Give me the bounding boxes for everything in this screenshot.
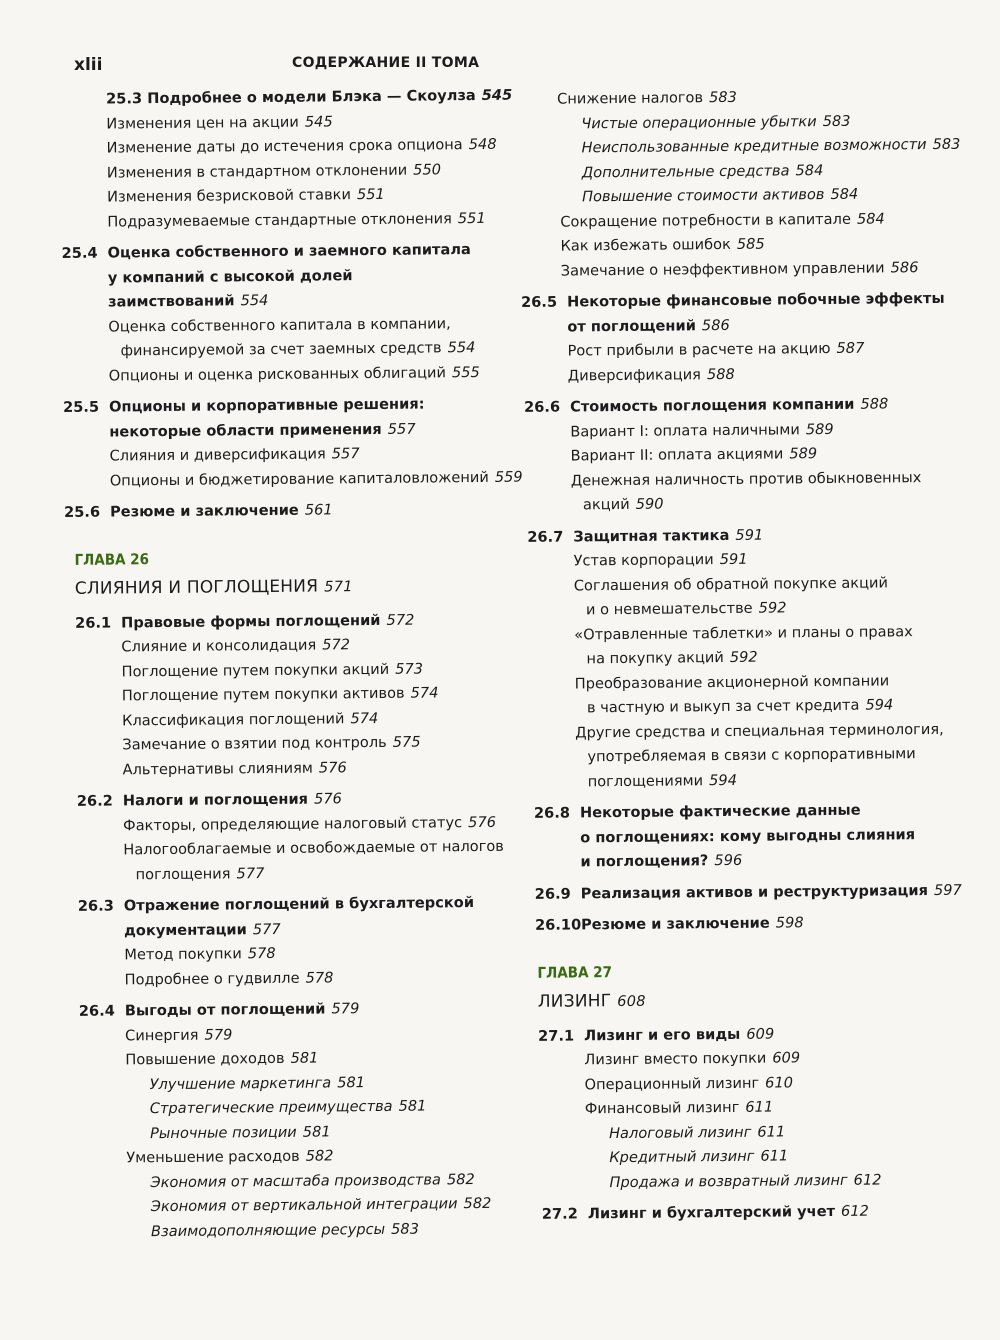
toc-section-25-3[interactable]: 25.3 Подробнее о модели Блэка — Скоулза 545 — [106, 86, 513, 108]
toc-entry[interactable]: Факторы, определяющие налоговый статус 576 — [123, 813, 497, 834]
toc-section-26-5-cont: от поглощений 586 — [567, 316, 730, 336]
toc-entry[interactable]: Опционы и бюджетирование капиталовложений 559 — [109, 468, 523, 490]
chapter-27-label: ГЛАВА 27 — [537, 962, 613, 982]
toc-entry[interactable]: Диверсификация 588 — [567, 365, 735, 385]
toc-entry[interactable]: Лизинг вместо покупки 609 — [584, 1049, 801, 1069]
toc-section-26-8-cont: о поглощениях: кому выгодны слияния — [580, 825, 916, 846]
toc-entry[interactable]: Подробнее о гудвилле 578 — [124, 968, 334, 988]
toc-subentry[interactable]: Повышение стоимости активов 584 — [581, 185, 859, 206]
toc-entry[interactable]: Классификация поглощений 574 — [121, 709, 379, 729]
toc-section-26-7[interactable]: 26.7 Защитная тактика 591 — [527, 526, 764, 546]
toc-entry[interactable]: Слияние и консолидация 572 — [121, 636, 351, 656]
toc-entry-cont: на покупку акций 592 — [586, 648, 758, 668]
toc-section-25-4-cont: заимствований 554 — [107, 292, 269, 311]
toc-entry[interactable]: Слияния и диверсификация 557 — [109, 445, 360, 465]
toc-entry-cont: в частную и выкуп за счет кредита 594 — [586, 696, 894, 717]
toc-subentry[interactable]: Чистые операционные убытки 583 — [581, 112, 851, 132]
toc-subentry[interactable]: Стратегические преимущества 581 — [149, 1097, 427, 1118]
toc-entry[interactable]: Повышение доходов 581 — [125, 1049, 319, 1069]
toc-entry[interactable]: Налогооблагаемые и освобождаемые от налогов — [123, 837, 504, 859]
toc-entry[interactable]: «Отравленные таблетки» и планы о правах — [574, 622, 913, 643]
toc-entry[interactable]: Метод покупки 578 — [124, 944, 276, 964]
toc-entry[interactable]: Изменение даты до истечения срока опциона 548 — [106, 135, 497, 157]
toc-entry[interactable]: Изменения безрисковой ставки 551 — [106, 185, 385, 206]
toc-entry[interactable]: Поглощение путем покупки активов 574 — [121, 684, 439, 705]
chapter-27-title[interactable]: ЛИЗИНГ 608 — [537, 990, 646, 1012]
toc-subentry[interactable]: Неиспользованные кредитные возможности 583 — [581, 135, 961, 157]
toc-left-column — [60, 84, 523, 1245]
toc-section-25-5-cont: некоторые области применения 557 — [109, 420, 416, 441]
page-number: xlii — [74, 55, 103, 75]
toc-entry[interactable]: Финансовый лизинг 611 — [584, 1098, 774, 1118]
toc-entry[interactable]: Другие средства и специальная терминология, — [575, 720, 944, 741]
toc-subentry[interactable]: Взаимодополняющие ресурсы 583 — [150, 1220, 420, 1240]
toc-subentry[interactable]: Улучшение маркетинга 581 — [149, 1073, 366, 1093]
toc-entry[interactable]: Уменьшение расходов 582 — [126, 1147, 334, 1167]
toc-subentry[interactable]: Дополнительные средства 584 — [581, 161, 824, 181]
toc-subentry[interactable]: Экономия от вертикальной интеграции 582 — [150, 1194, 492, 1216]
toc-section-26-1[interactable]: 26.1 Правовые формы поглощений 572 — [75, 611, 415, 632]
toc-entry-cont: акций 590 — [582, 495, 664, 514]
chapter-26-label: ГЛАВА 26 — [74, 549, 150, 569]
toc-entry[interactable]: Синергия 579 — [125, 1025, 233, 1044]
toc-section-26-9[interactable]: 26.9 Реализация активов и реструктуризация 597 — [534, 881, 962, 903]
toc-entry-cont: употребляемая в связи с корпоративными — [587, 745, 916, 766]
toc-entry-cont: поглощениями 594 — [587, 771, 738, 790]
toc-entry[interactable]: Соглашения об обратной покупке акций — [573, 573, 889, 594]
toc-section-26-3-cont: документации 577 — [124, 920, 281, 939]
toc-section-26-6[interactable]: 26.6 Стоимость поглощения компании 588 — [523, 395, 889, 416]
toc-section-25-4-cont: у компаний с высокой долей — [107, 266, 353, 287]
toc-entry[interactable]: Альтернативы слияниям 576 — [122, 758, 347, 778]
toc-entry[interactable]: Снижение налогов 583 — [557, 88, 737, 108]
toc-section-25-6[interactable]: 25.6 Резюме и заключение 561 — [63, 501, 333, 521]
toc-section-25-4[interactable]: 25.4 Оценка собственного и заемного капитала — [61, 241, 471, 262]
toc-entry[interactable]: Поглощение путем покупки акций 573 — [121, 660, 424, 680]
toc-section-26-4[interactable]: 26.4 Выгоды от поглощений 579 — [78, 1000, 360, 1020]
running-title: СОДЕРЖАНИЕ II ТОМА — [292, 55, 480, 71]
toc-section-27-1[interactable]: 27.1 Лизинг и его виды 609 — [538, 1025, 775, 1045]
toc-entry[interactable]: Изменения цен на акции 545 — [106, 112, 333, 133]
toc-entry[interactable]: Преобразование акционерной компании — [574, 671, 890, 692]
toc-entry[interactable]: Оценка собственного капитала в компании, — [108, 314, 451, 336]
toc-entry[interactable]: Рост прибыли в расчете на акцию 587 — [567, 339, 865, 360]
toc-entry[interactable]: Устав корпорации 591 — [573, 550, 748, 570]
toc-entry-cont: поглощения 577 — [135, 864, 265, 883]
toc-section-26-8-cont: и поглощения? 596 — [580, 851, 743, 871]
chapter-26-title[interactable]: СЛИЯНИЯ И ПОГЛОЩЕНИЯ 571 — [74, 576, 353, 599]
toc-section-26-2[interactable]: 26.2 Налоги и поглощения 576 — [76, 790, 342, 810]
toc-subentry[interactable]: Экономия от масштаба производства 582 — [150, 1170, 475, 1191]
toc-section-26-8[interactable]: 26.8 Некоторые фактические данные — [533, 801, 861, 822]
toc-entry[interactable]: Замечание о взятии под контроль 575 — [122, 733, 421, 754]
toc-section-26-5[interactable]: 26.5 Некоторые финансовые побочные эффекты — [520, 289, 945, 311]
toc-entry[interactable]: Вариант II: оплата акциями 589 — [570, 445, 818, 465]
toc-subentry[interactable]: Налоговый лизинг 611 — [608, 1122, 786, 1142]
toc-subentry[interactable]: Рыночные позиции 581 — [149, 1122, 331, 1142]
toc-entry[interactable]: Вариант I: оплата наличными 589 — [570, 420, 834, 440]
toc-entry[interactable]: Подразумеваемые стандартные отклонения 551 — [107, 209, 486, 231]
toc-right-column — [515, 84, 966, 1228]
toc-entry[interactable]: Сокращение потребности в капитале 584 — [560, 209, 885, 231]
toc-entry[interactable]: Денежная наличность против обыкновенных — [570, 468, 922, 489]
toc-entry-cont: и о невмешательстве 592 — [585, 599, 787, 619]
toc-entry[interactable]: Замечание о неэффективном управлении 586 — [560, 258, 919, 280]
toc-entry-cont: финансируемой за счет заемных средств 554 — [120, 339, 476, 360]
toc-section-25-5[interactable]: 25.5 Опционы и корпоративные решения: — [62, 395, 425, 416]
toc-section-27-2[interactable]: 27.2 Лизинг и бухгалтерский учет 612 — [541, 1202, 869, 1223]
toc-subentry[interactable]: Продажа и возвратный лизинг 612 — [609, 1171, 882, 1191]
toc-entry[interactable]: Операционный лизинг 610 — [584, 1073, 794, 1093]
toc-section-26-10[interactable]: 26.10Резюме и заключение 598 — [534, 914, 804, 934]
toc-entry[interactable]: Опционы и оценка рискованных облигаций 555 — [108, 363, 480, 385]
toc-section-26-3[interactable]: 26.3 Отражение поглощений в бухгалтерской — [77, 894, 475, 915]
toc-subentry[interactable]: Кредитный лизинг 611 — [609, 1147, 789, 1167]
toc-entry[interactable]: Изменения в стандартном отклонении 550 — [106, 160, 442, 182]
toc-entry[interactable]: Как избежать ошибок 585 — [560, 235, 765, 255]
